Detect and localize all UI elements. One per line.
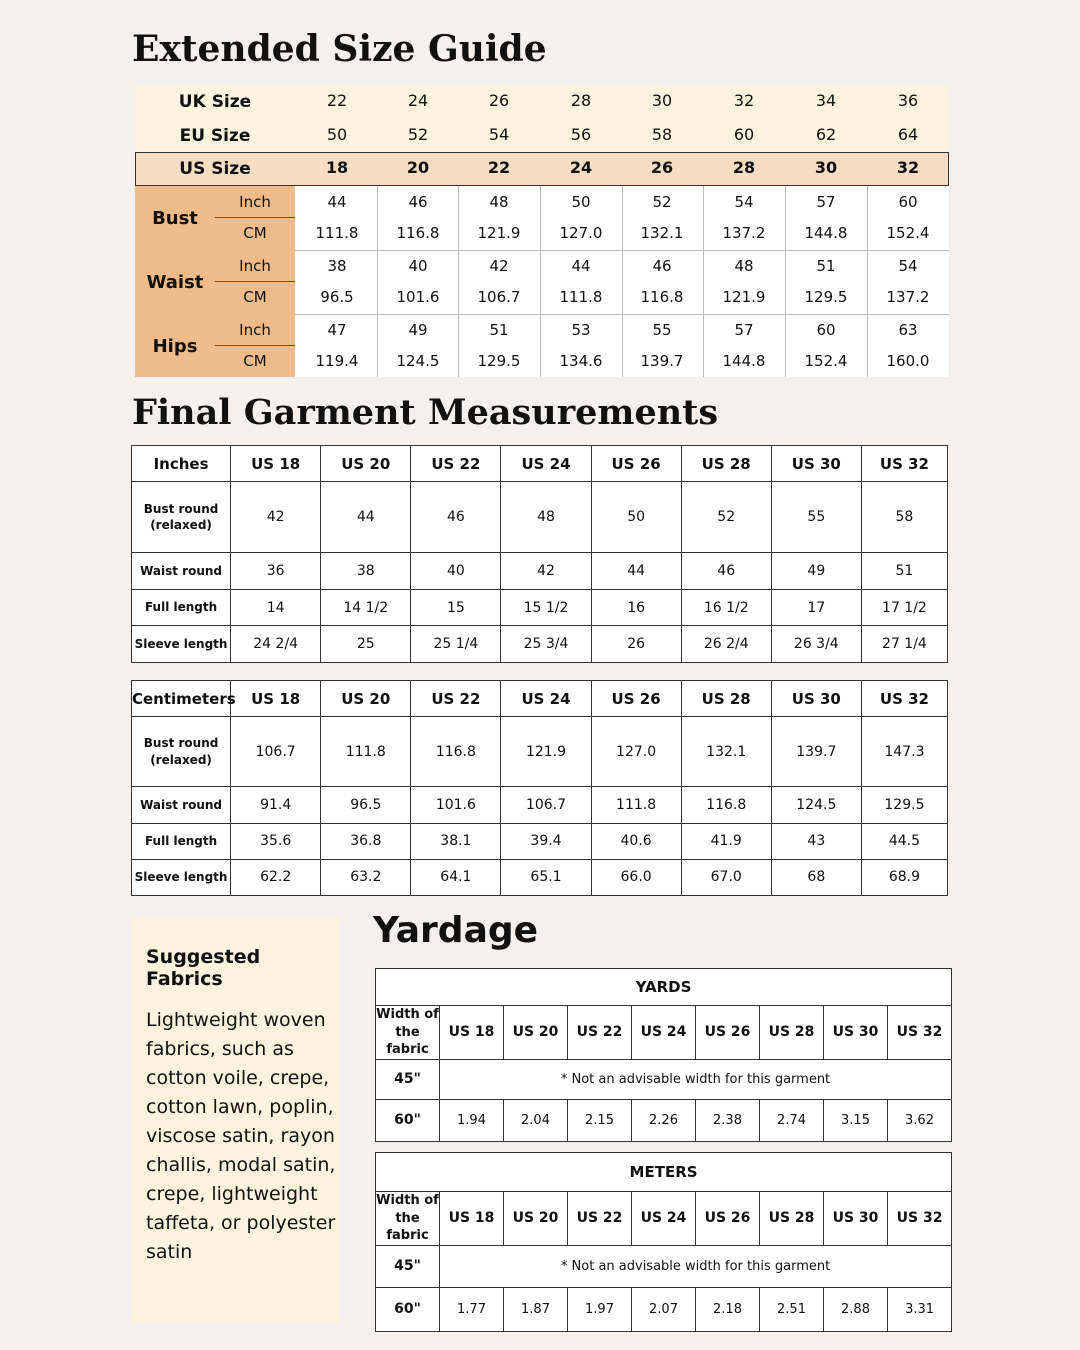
garment-value-cell: 48 <box>501 482 591 553</box>
size-guide-inch-cell: 57 <box>734 321 754 339</box>
yardage-size-header: US 22 <box>568 1006 632 1060</box>
us-size-cell: 20 <box>406 158 430 177</box>
measure-label-bust: Bust <box>152 208 198 229</box>
eu-size-cell: 62 <box>815 125 837 144</box>
size-guide-inch-cell: 50 <box>571 193 591 211</box>
garment-value-cell: 17 <box>771 589 861 626</box>
garment-value-cell: 42 <box>501 553 591 590</box>
size-guide-inch-cell: 46 <box>652 257 672 275</box>
garment-value-cell: 15 <box>411 589 501 626</box>
size-guide-cm-cell: 139.7 <box>640 352 684 370</box>
yardage-size-header: US 18 <box>440 1192 504 1246</box>
size-guide-cm-cell: 132.1 <box>640 224 684 242</box>
unit-divider <box>215 217 295 218</box>
garment-size-header: US 28 <box>681 446 771 482</box>
garment-size-header: US 18 <box>231 446 321 482</box>
size-guide-cm-cell: 111.8 <box>559 288 603 306</box>
yardage-note: * Not an advisable width for this garment <box>440 1245 952 1287</box>
garment-size-header: US 28 <box>681 681 771 717</box>
garment-row-label: Full length <box>132 589 231 626</box>
garment-value-cell: 25 1/4 <box>411 626 501 663</box>
garment-value-cell: 58 <box>861 482 947 553</box>
size-guide-cm-cell: 129.5 <box>477 352 521 370</box>
garment-inches-table <box>131 445 948 663</box>
us-size-label: US Size <box>179 159 251 179</box>
garment-value-cell: 16 <box>591 589 681 626</box>
garment-value-cell: 49 <box>771 553 861 590</box>
unit-cm-label: CM <box>243 288 267 306</box>
garment-value-cell: 55 <box>771 482 861 553</box>
yardage-size-header: US 20 <box>504 1192 568 1246</box>
size-guide-cm-cell: 116.8 <box>640 288 684 306</box>
yardage-meters-table <box>375 1152 952 1332</box>
garment-size-header: US 24 <box>501 681 591 717</box>
us-size-cell: 24 <box>569 158 593 177</box>
garment-value-cell: 16 1/2 <box>681 589 771 626</box>
garment-value-cell: 111.8 <box>591 787 681 823</box>
yardage-width-60: 60" <box>376 1287 440 1331</box>
garment-value-cell: 101.6 <box>411 787 501 823</box>
garment-size-header: US 30 <box>771 446 861 482</box>
garment-size-header: US 32 <box>861 681 947 717</box>
garment-row-label: Waist round <box>132 553 231 590</box>
garment-value-cell: 36.8 <box>321 823 411 859</box>
yardage-size-header: US 26 <box>696 1192 760 1246</box>
yardage-size-header: US 28 <box>760 1192 824 1246</box>
yardage-value-cell: 2.74 <box>760 1099 824 1141</box>
garment-value-cell: 46 <box>411 482 501 553</box>
garment-value-cell: 40 <box>411 553 501 590</box>
yardage-note: * Not an advisable width for this garment <box>440 1059 952 1099</box>
size-guide-inch-cell: 40 <box>408 257 428 275</box>
column-divider <box>622 186 623 377</box>
garment-value-cell: 46 <box>681 553 771 590</box>
unit-cm-label: CM <box>243 352 267 370</box>
size-guide-cm-cell: 121.9 <box>722 288 766 306</box>
garment-value-cell: 44 <box>321 482 411 553</box>
size-guide-cm-cell: 106.7 <box>477 288 521 306</box>
size-guide-cm-cell: 127.0 <box>559 224 603 242</box>
garment-size-header: US 26 <box>591 681 681 717</box>
garment-value-cell: 17 1/2 <box>861 589 947 626</box>
size-guide-inch-cell: 44 <box>327 193 347 211</box>
garment-value-cell: 38.1 <box>411 823 501 859</box>
yardage-size-header: US 24 <box>632 1006 696 1060</box>
uk-size-cell: 22 <box>326 91 348 110</box>
garment-value-cell: 50 <box>591 482 681 553</box>
garment-size-header: US 20 <box>321 681 411 717</box>
yardage-size-header: US 28 <box>760 1006 824 1060</box>
yardage-size-header: US 22 <box>568 1192 632 1246</box>
uk-size-cell: 32 <box>733 91 755 110</box>
garment-value-cell: 121.9 <box>501 717 591 787</box>
garment-value-cell: 24 2/4 <box>231 626 321 663</box>
garment-value-cell: 62.2 <box>231 859 321 895</box>
garment-value-cell: 65.1 <box>501 859 591 895</box>
yardage-value-cell: 1.94 <box>440 1099 504 1141</box>
size-guide-inch-cell: 42 <box>489 257 509 275</box>
eu-size-cell: 52 <box>407 125 429 144</box>
garment-value-cell: 39.4 <box>501 823 591 859</box>
garment-value-cell: 41.9 <box>681 823 771 859</box>
size-guide-inch-cell: 63 <box>898 321 918 339</box>
unit-divider <box>215 345 295 346</box>
garment-row-label: Sleeve length <box>132 626 231 663</box>
yardage-value-cell: 1.97 <box>568 1287 632 1331</box>
eu-size-cell: 64 <box>897 125 919 144</box>
garment-size-header: US 22 <box>411 681 501 717</box>
yardage-width-label: Width of the fabric <box>376 1192 440 1246</box>
size-guide-inch-cell: 46 <box>408 193 428 211</box>
garment-value-cell: 52 <box>681 482 771 553</box>
uk-size-cell: 28 <box>570 91 592 110</box>
garment-size-header: US 32 <box>861 446 947 482</box>
eu-size-cell: 60 <box>733 125 755 144</box>
garment-value-cell: 26 <box>591 626 681 663</box>
yardage-value-cell: 1.77 <box>440 1287 504 1331</box>
us-size-cell: 18 <box>325 158 349 177</box>
garment-size-header: US 22 <box>411 446 501 482</box>
yardage-unit-header: METERS <box>376 1153 952 1192</box>
garment-value-cell: 42 <box>231 482 321 553</box>
measure-label-hips: Hips <box>152 336 198 357</box>
yardage-value-cell: 2.07 <box>632 1287 696 1331</box>
column-divider <box>703 186 704 377</box>
garment-value-cell: 51 <box>861 553 947 590</box>
size-guide-cm-cell: 124.5 <box>396 352 440 370</box>
yardage-value-cell: 2.15 <box>568 1099 632 1141</box>
garment-value-cell: 43 <box>771 823 861 859</box>
eu-size-cell: 54 <box>488 125 510 144</box>
yardage-value-cell: 2.04 <box>504 1099 568 1141</box>
unit-cm-label: CM <box>243 224 267 242</box>
uk-size-cell: 34 <box>815 91 837 110</box>
uk-size-cell: 30 <box>651 91 673 110</box>
size-guide-cm-cell: 134.6 <box>559 352 603 370</box>
yardage-width-60: 60" <box>376 1099 440 1141</box>
uk-size-cell: 24 <box>407 91 429 110</box>
size-guide-cm-cell: 129.5 <box>804 288 848 306</box>
column-divider <box>785 186 786 377</box>
size-guide-inch-cell: 54 <box>898 257 918 275</box>
yardage-width-label: Width of the fabric <box>376 1006 440 1060</box>
unit-inch-label: Inch <box>239 321 271 339</box>
yardage-size-header: US 18 <box>440 1006 504 1060</box>
garment-unit-header: Inches <box>132 446 231 482</box>
garment-value-cell: 96.5 <box>321 787 411 823</box>
size-guide-inch-cell: 44 <box>571 257 591 275</box>
garment-row-label: Waist round <box>132 787 231 823</box>
garment-value-cell: 147.3 <box>861 717 947 787</box>
garment-value-cell: 26 3/4 <box>771 626 861 663</box>
yardage-yards-table <box>375 968 952 1142</box>
yardage-unit-header: YARDS <box>376 969 952 1006</box>
size-guide-inch-cell: 51 <box>816 257 836 275</box>
size-guide-inch-cell: 48 <box>489 193 509 211</box>
garment-value-cell: 25 3/4 <box>501 626 591 663</box>
garment-title: Final Garment Measurements <box>132 392 719 433</box>
garment-row-label: Bust round (relaxed) <box>132 717 231 787</box>
yardage-title: Yardage <box>373 910 539 951</box>
column-divider <box>458 186 459 377</box>
garment-value-cell: 44.5 <box>861 823 947 859</box>
size-guide-title: Extended Size Guide <box>132 28 547 70</box>
garment-value-cell: 64.1 <box>411 859 501 895</box>
column-divider <box>377 186 378 377</box>
garment-value-cell: 132.1 <box>681 717 771 787</box>
yardage-size-header: US 24 <box>632 1192 696 1246</box>
eu-size-label: EU Size <box>179 126 251 146</box>
us-size-cell: 32 <box>896 158 920 177</box>
garment-value-cell: 35.6 <box>231 823 321 859</box>
yardage-value-cell: 3.62 <box>888 1099 952 1141</box>
yardage-value-cell: 3.31 <box>888 1287 952 1331</box>
garment-value-cell: 38 <box>321 553 411 590</box>
measure-label-waist: Waist <box>146 272 204 293</box>
unit-inch-label: Inch <box>239 193 271 211</box>
size-guide-inch-cell: 38 <box>327 257 347 275</box>
garment-row-label: Full length <box>132 823 231 859</box>
yardage-size-header: US 30 <box>824 1192 888 1246</box>
garment-value-cell: 27 1/4 <box>861 626 947 663</box>
us-size-cell: 26 <box>650 158 674 177</box>
yardage-size-header: US 20 <box>504 1006 568 1060</box>
size-guide-cm-cell: 116.8 <box>396 224 440 242</box>
garment-value-cell: 139.7 <box>771 717 861 787</box>
garment-value-cell: 67.0 <box>681 859 771 895</box>
garment-cm-table <box>131 680 948 896</box>
garment-row-label: Bust round (relaxed) <box>132 482 231 553</box>
garment-value-cell: 26 2/4 <box>681 626 771 663</box>
garment-value-cell: 106.7 <box>501 787 591 823</box>
yardage-size-header: US 32 <box>888 1192 952 1246</box>
yardage-value-cell: 2.38 <box>696 1099 760 1141</box>
eu-size-cell: 58 <box>651 125 673 144</box>
fabrics-title: Suggested Fabrics <box>146 946 261 990</box>
garment-value-cell: 106.7 <box>231 717 321 787</box>
uk-size-cell: 36 <box>897 91 919 110</box>
garment-value-cell: 127.0 <box>591 717 681 787</box>
yardage-size-header: US 30 <box>824 1006 888 1060</box>
size-guide-cm-cell: 119.4 <box>315 352 359 370</box>
garment-row-label: Sleeve length <box>132 859 231 895</box>
garment-value-cell: 124.5 <box>771 787 861 823</box>
garment-size-header: US 30 <box>771 681 861 717</box>
unit-inch-label: Inch <box>239 257 271 275</box>
garment-value-cell: 40.6 <box>591 823 681 859</box>
garment-value-cell: 66.0 <box>591 859 681 895</box>
yardage-value-cell: 1.87 <box>504 1287 568 1331</box>
uk-size-cell: 26 <box>488 91 510 110</box>
column-divider <box>540 186 541 377</box>
garment-value-cell: 116.8 <box>411 717 501 787</box>
garment-value-cell: 14 1/2 <box>321 589 411 626</box>
garment-value-cell: 63.2 <box>321 859 411 895</box>
garment-value-cell: 14 <box>231 589 321 626</box>
eu-size-cell: 56 <box>570 125 592 144</box>
garment-value-cell: 68.9 <box>861 859 947 895</box>
size-guide-inch-cell: 55 <box>652 321 672 339</box>
size-guide-cm-cell: 111.8 <box>315 224 359 242</box>
fabrics-text: Lightweight woven fabrics, such as cotton voile, crepe, cotton lawn, poplin, viscose satin, rayon challis, modal satin, crepe, lightweight taffeta, or polyester satin <box>146 1009 336 1263</box>
garment-size-header: US 26 <box>591 446 681 482</box>
yardage-size-header: US 32 <box>888 1006 952 1060</box>
garment-value-cell: 111.8 <box>321 717 411 787</box>
yardage-value-cell: 2.18 <box>696 1287 760 1331</box>
yardage-value-cell: 2.88 <box>824 1287 888 1331</box>
yardage-size-header: US 26 <box>696 1006 760 1060</box>
garment-size-header: US 20 <box>321 446 411 482</box>
garment-value-cell: 91.4 <box>231 787 321 823</box>
garment-value-cell: 116.8 <box>681 787 771 823</box>
eu-size-cell: 50 <box>326 125 348 144</box>
size-guide-inch-cell: 60 <box>816 321 836 339</box>
us-size-cell: 30 <box>814 158 838 177</box>
size-guide-cm-cell: 152.4 <box>804 352 848 370</box>
us-size-cell: 22 <box>487 158 511 177</box>
garment-value-cell: 15 1/2 <box>501 589 591 626</box>
size-guide-cm-cell: 137.2 <box>722 224 766 242</box>
size-guide-inch-cell: 47 <box>327 321 347 339</box>
size-guide-cm-cell: 96.5 <box>320 288 354 306</box>
garment-size-header: US 24 <box>501 446 591 482</box>
size-guide-inch-cell: 53 <box>571 321 591 339</box>
suggested-fabrics-panel <box>131 918 339 1322</box>
us-size-cell: 28 <box>732 158 756 177</box>
size-guide-table <box>135 85 949 377</box>
garment-value-cell: 36 <box>231 553 321 590</box>
yardage-value-cell: 3.15 <box>824 1099 888 1141</box>
garment-unit-header: Centimeters <box>132 681 231 717</box>
size-guide-inch-cell: 52 <box>652 193 672 211</box>
uk-size-label: UK Size <box>178 92 252 112</box>
size-guide-cm-cell: 152.4 <box>886 224 930 242</box>
yardage-width-45: 45" <box>376 1245 440 1287</box>
garment-value-cell: 44 <box>591 553 681 590</box>
garment-value-cell: 129.5 <box>861 787 947 823</box>
size-guide-inch-cell: 48 <box>734 257 754 275</box>
size-guide-cm-cell: 144.8 <box>804 224 848 242</box>
yardage-width-45: 45" <box>376 1059 440 1099</box>
yardage-value-cell: 2.51 <box>760 1287 824 1331</box>
size-guide-cm-cell: 121.9 <box>477 224 521 242</box>
size-guide-inch-cell: 49 <box>408 321 428 339</box>
garment-value-cell: 68 <box>771 859 861 895</box>
size-guide-cm-cell: 101.6 <box>396 288 440 306</box>
size-guide-inch-cell: 54 <box>734 193 754 211</box>
garment-size-header: US 18 <box>231 681 321 717</box>
size-guide-inch-cell: 57 <box>816 193 836 211</box>
unit-divider <box>215 281 295 282</box>
size-guide-inch-cell: 60 <box>898 193 918 211</box>
column-divider <box>867 186 868 377</box>
garment-value-cell: 25 <box>321 626 411 663</box>
size-guide-inch-cell: 51 <box>489 321 509 339</box>
size-guide-cm-cell: 137.2 <box>886 288 930 306</box>
yardage-value-cell: 2.26 <box>632 1099 696 1141</box>
size-guide-cm-cell: 144.8 <box>722 352 766 370</box>
size-guide-cm-cell: 160.0 <box>886 352 930 370</box>
